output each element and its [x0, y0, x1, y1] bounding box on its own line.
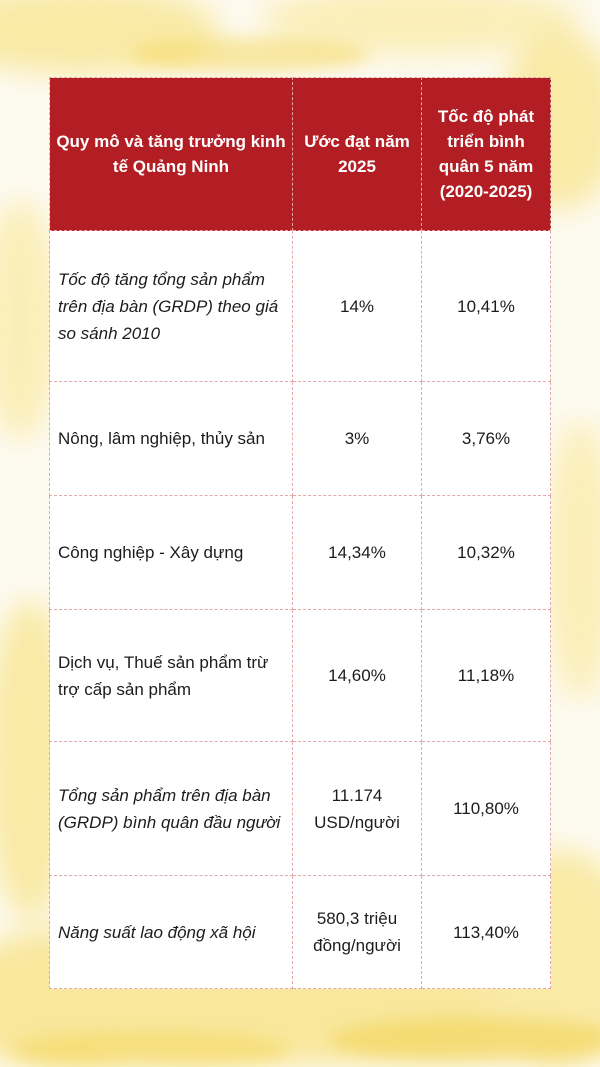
- row-label: Năng suất lao động xã hội: [50, 876, 293, 989]
- row-avg-5-years: 10,41%: [422, 231, 551, 382]
- header-avg-growth-5-years: Tốc độ phát triển bình quân 5 năm (2020-2025): [422, 78, 551, 231]
- table-row: [50, 742, 551, 876]
- header-estimate-2025: Ước đạt năm 2025: [293, 78, 422, 231]
- row-label: Tốc độ tăng tổng sản phẩm trên địa bàn (GRDP) theo giá so sánh 2010: [50, 231, 293, 382]
- economy-table: [49, 77, 551, 989]
- table-header-row: [50, 78, 551, 231]
- row-label: Nông, lâm nghiệp, thủy sản: [50, 382, 293, 496]
- table-row: [50, 382, 551, 496]
- row-value-2025: 11.174 USD/người: [293, 742, 422, 876]
- row-value-2025: 14%: [293, 231, 422, 382]
- row-avg-5-years: 3,76%: [422, 382, 551, 496]
- row-label: Công nghiệp - Xây dựng: [50, 496, 293, 610]
- row-avg-5-years: 113,40%: [422, 876, 551, 989]
- economy-table-container: [49, 77, 550, 989]
- row-avg-5-years: 10,32%: [422, 496, 551, 610]
- row-value-2025: 14,60%: [293, 610, 422, 742]
- table-row: [50, 231, 551, 382]
- header-indicator: Quy mô và tăng trưởng kinh tế Quảng Ninh: [50, 78, 293, 231]
- table-row: [50, 496, 551, 610]
- row-value-2025: 14,34%: [293, 496, 422, 610]
- row-value-2025: 3%: [293, 382, 422, 496]
- table-row: [50, 876, 551, 989]
- row-label: Dịch vụ, Thuế sản phẩm trừ trợ cấp sản phẩm: [50, 610, 293, 742]
- row-avg-5-years: 110,80%: [422, 742, 551, 876]
- row-label: Tổng sản phẩm trên địa bàn (GRDP) bình quân đầu người: [50, 742, 293, 876]
- row-avg-5-years: 11,18%: [422, 610, 551, 742]
- row-value-2025: 580,3 triệu đồng/người: [293, 876, 422, 989]
- table-row: [50, 610, 551, 742]
